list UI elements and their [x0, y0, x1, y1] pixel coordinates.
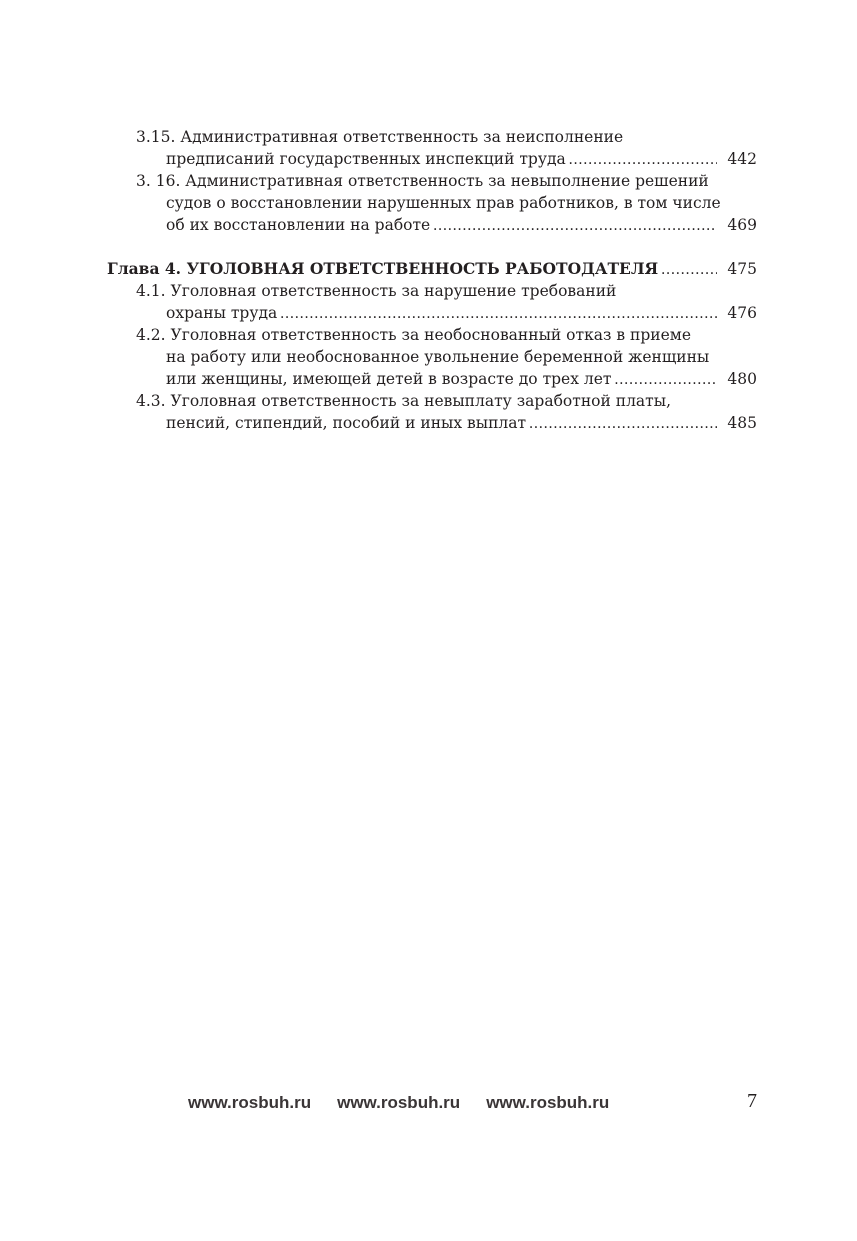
dot-leader [529, 413, 717, 435]
toc-entry-text: или женщины, имеющей детей в возрасте до трех лет [166, 370, 612, 388]
footer-link[interactable]: www.rosbuh.ru [337, 1093, 461, 1112]
toc-entry-text: пенсий, стипендий, пособий и иных выплат [166, 414, 527, 432]
toc-entry-text: на работу или необоснованное увольнение беременной женщины [166, 348, 710, 366]
dot-leader [433, 215, 717, 237]
toc-entry-4-1-line-1 [107, 280, 757, 302]
page-footer [188, 1093, 609, 1113]
toc-entry-3-16-line-3[interactable] [107, 214, 757, 236]
toc-entry-text: 3. 16. Административная ответственность за невыполнение решений [136, 172, 709, 190]
dot-leader [615, 369, 718, 391]
toc-entry-3-16-line-2 [107, 192, 757, 214]
toc-entry-3-15-line-1 [107, 126, 757, 148]
toc-entry-text: судов о восстановлении нарушенных прав работников, в том числе [166, 194, 721, 212]
toc-entry-3-15-line-2[interactable] [107, 148, 757, 170]
toc-entry-4-1-line-2[interactable] [107, 302, 757, 324]
toc-entry-text: 4.1. Уголовная ответственность за нарушение требований [136, 282, 617, 300]
toc-entry-4-2-line-3[interactable] [107, 368, 757, 390]
toc-entry-3-16-line-1 [107, 170, 757, 192]
toc-entry-text: охраны труда [166, 304, 278, 322]
toc-page-number: 476 [727, 304, 757, 322]
toc-page-number: 469 [727, 216, 757, 234]
toc-page-number: 480 [727, 370, 757, 388]
toc-page-number: 442 [727, 150, 757, 168]
toc-entry-4-2-line-1 [107, 324, 757, 346]
dot-leader [661, 259, 717, 281]
toc-entry-text: предписаний государственных инспекций труда [166, 150, 566, 168]
toc-entry-4-2-line-2 [107, 346, 757, 368]
toc-chapter-title: Глава 4. УГОЛОВНАЯ ОТВЕТСТВЕННОСТЬ РАБОТОДАТЕЛЯ [107, 259, 659, 278]
toc-entry-4-3-line-2[interactable] [107, 412, 757, 434]
dot-leader [280, 303, 717, 325]
toc-page-number: 485 [727, 414, 757, 432]
toc-entry-text: 3.15. Административная ответственность за неисполнение [136, 128, 624, 146]
footer-link[interactable]: www.rosbuh.ru [486, 1093, 610, 1112]
toc-page-number: 475 [727, 260, 757, 278]
footer-link[interactable]: www.rosbuh.ru [188, 1093, 312, 1112]
toc-entry-text: 4.2. Уголовная ответственность за необоснованный отказ в приеме [136, 326, 692, 344]
toc-entry-text: об их восстановлении на работе [166, 216, 431, 234]
dot-leader [569, 149, 717, 171]
toc-entry-4-3-line-1 [107, 390, 757, 412]
toc-entry-text: 4.3. Уголовная ответственность за невыплату заработной платы, [136, 392, 671, 410]
page-number: 7 [747, 1090, 757, 1112]
table-of-contents [107, 126, 757, 434]
toc-chapter-4[interactable] [107, 258, 757, 280]
